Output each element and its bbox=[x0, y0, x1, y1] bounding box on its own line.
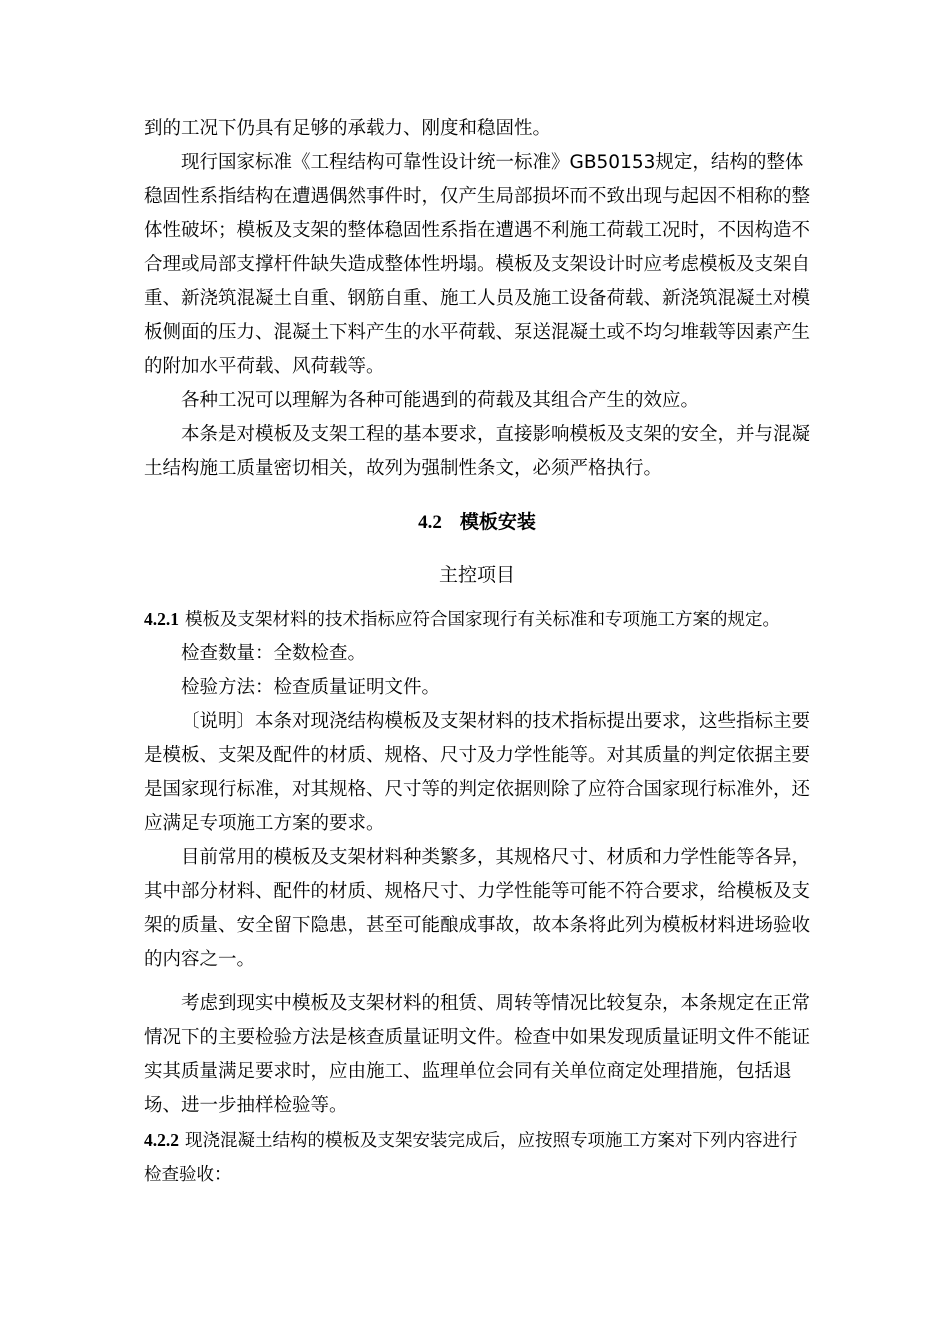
check-quantity: 检查数量：全数检查。 bbox=[181, 643, 367, 664]
section-number: 4.2 bbox=[418, 512, 442, 533]
explanation-paragraph: 〔说明〕本条对现浇结构模板及支架材料的技术指标提出要求，这些指标主要是模板、支架及配件的材质、规格、尺寸及力学性能等。对其质量的判定依据主要是国家现行标准，对其规格、尺寸等的判定依据则除了应符合国家现行标准外，还应满足专项施工方案的要求。 bbox=[144, 711, 811, 834]
clause-number: 4.2.2 bbox=[144, 1130, 179, 1150]
paragraph-stability-standard: 现行国家标准《工程结构可靠性设计统一标准》GB50153规定，结构的整体稳固性系指结构在遭遇偶然事件时，仅产生局部损坏而不致出现与起因不相称的整体性破坏；模板及支架的整体稳固性系指在遭遇不利施工荷载工况时，不因构造不合理或局部支撑杆件缺失造成整体性坍塌。模板及支架设计时应考虑模板及支架自重、新浇筑混凝土自重、钢筋自重、施工人员及施工设备荷载、新浇筑混凝土对模板侧面的压力、混凝土下料产生的水平荷载、泵送混凝土或不均匀堆载等因素产生的附加水平荷载、风荷载等。 bbox=[144, 152, 811, 377]
explanation-paragraph: 考虑到现实中模板及支架材料的租赁、周转等情况比较复杂，本条规定在正常情况下的主要检验方法是核查质量证明文件。检查中如果发现质量证明文件不能证实其质量满足要求时，应由施工、监理单位会同有关单位商定处理措施，包括退场、进一步抽样检验等。 bbox=[144, 993, 811, 1116]
clause-4-2-1 bbox=[144, 602, 810, 637]
section-title: 模板安装 bbox=[459, 512, 536, 533]
explanation-paragraph: 目前常用的模板及支架材料种类繁多，其规格尺寸、材质和力学性能等各异，其中部分材料、配件的材质、规格尺寸、力学性能等可能不符合要求，给模板及支架的质量、安全留下隐患，甚至可能酿成事故，故本条将此列为模板材料进场验收的内容之一。 bbox=[144, 847, 811, 970]
clause-text: 现浇混凝土结构的模板及支架安装完成后，应按照专项施工方案对下列内容进行检查验收： bbox=[144, 1131, 798, 1185]
clause-4-2-2 bbox=[144, 1123, 810, 1192]
clause-text: 模板及支架材料的技术指标应符合国家现行有关标准和专项施工方案的规定。 bbox=[185, 610, 780, 630]
section-subtitle: 主控项目 bbox=[438, 564, 515, 586]
document-body bbox=[144, 112, 810, 1192]
paragraph-basic-requirement: 本条是对模板及支架工程的基本要求，直接影响模板及支架的安全，并与混凝土结构施工质量密切相关，故列为强制性条文，必须严格执行。 bbox=[144, 424, 811, 479]
paragraph-working-conditions: 各种工况可以理解为各种可能遇到的荷载及其组合产生的效应。 bbox=[181, 390, 700, 411]
section-heading bbox=[144, 506, 810, 540]
clause-number: 4.2.1 bbox=[144, 609, 179, 629]
check-method: 检验方法：检查质量证明文件。 bbox=[181, 677, 441, 698]
paragraph-continuation: 到的工况下仍具有足够的承载力、刚度和稳固性。 bbox=[144, 118, 552, 139]
